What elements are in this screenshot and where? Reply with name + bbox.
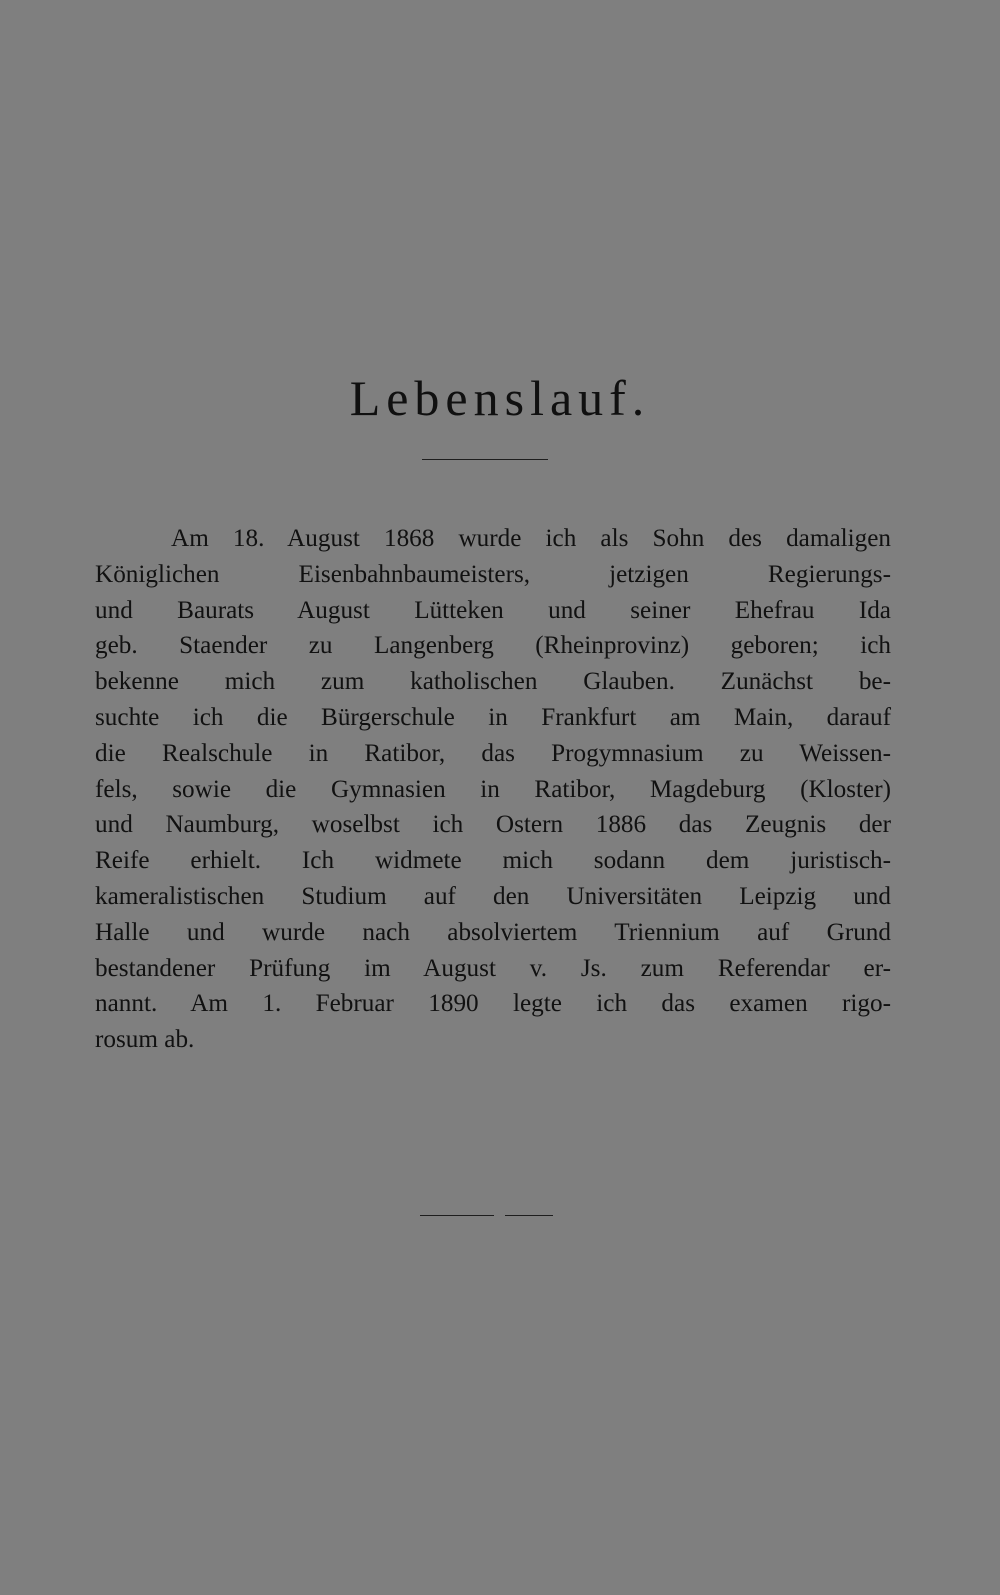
page-title: Lebenslauf. bbox=[349, 370, 651, 426]
text-line: Reife erhielt. Ich widmete mich sodann dem juristisch- bbox=[95, 847, 891, 875]
text-line: Königlichen Eisenbahnbaumeisters, jetzigen Regierungs- bbox=[95, 560, 891, 588]
text-line: geb. Staender zu Langenberg (Rheinprovinz) geboren; ich bbox=[95, 632, 891, 660]
closing-divider-left bbox=[420, 1215, 494, 1216]
text-line: die Realschule in Ratibor, das Progymnasium zu Weissen- bbox=[95, 739, 891, 767]
text-line: suchte ich die Bürgerschule in Frankfurt am Main, darauf bbox=[95, 703, 891, 731]
closing-divider-right bbox=[505, 1215, 553, 1216]
text-line: kameralistischen Studium auf den Universitäten Leipzig und bbox=[95, 882, 891, 910]
text-line: und Naumburg, woselbst ich Ostern 1886 das Zeugnis der bbox=[95, 811, 891, 839]
text-line: Am 18. August 1868 wurde ich als Sohn des damaligen bbox=[171, 525, 891, 552]
text-line: Halle und wurde nach absolviertem Triennium auf Grund bbox=[95, 918, 891, 946]
text-line: nannt. Am 1. Februar 1890 legte ich das examen rigo- bbox=[95, 990, 891, 1018]
text-line: fels, sowie die Gymnasien in Ratibor, Magdeburg (Kloster) bbox=[95, 775, 891, 803]
biography-paragraph bbox=[95, 521, 891, 1058]
text-line: bekenne mich zum katholischen Glauben. Zunächst be- bbox=[95, 668, 891, 696]
text-line: und Baurats August Lütteken und seiner Ehefrau Ida bbox=[95, 596, 891, 624]
text-line: rosum ab. bbox=[95, 1026, 195, 1054]
text-line: bestandener Prüfung im August v. Js. zum Referendar er- bbox=[95, 954, 891, 982]
title-divider bbox=[422, 459, 548, 460]
